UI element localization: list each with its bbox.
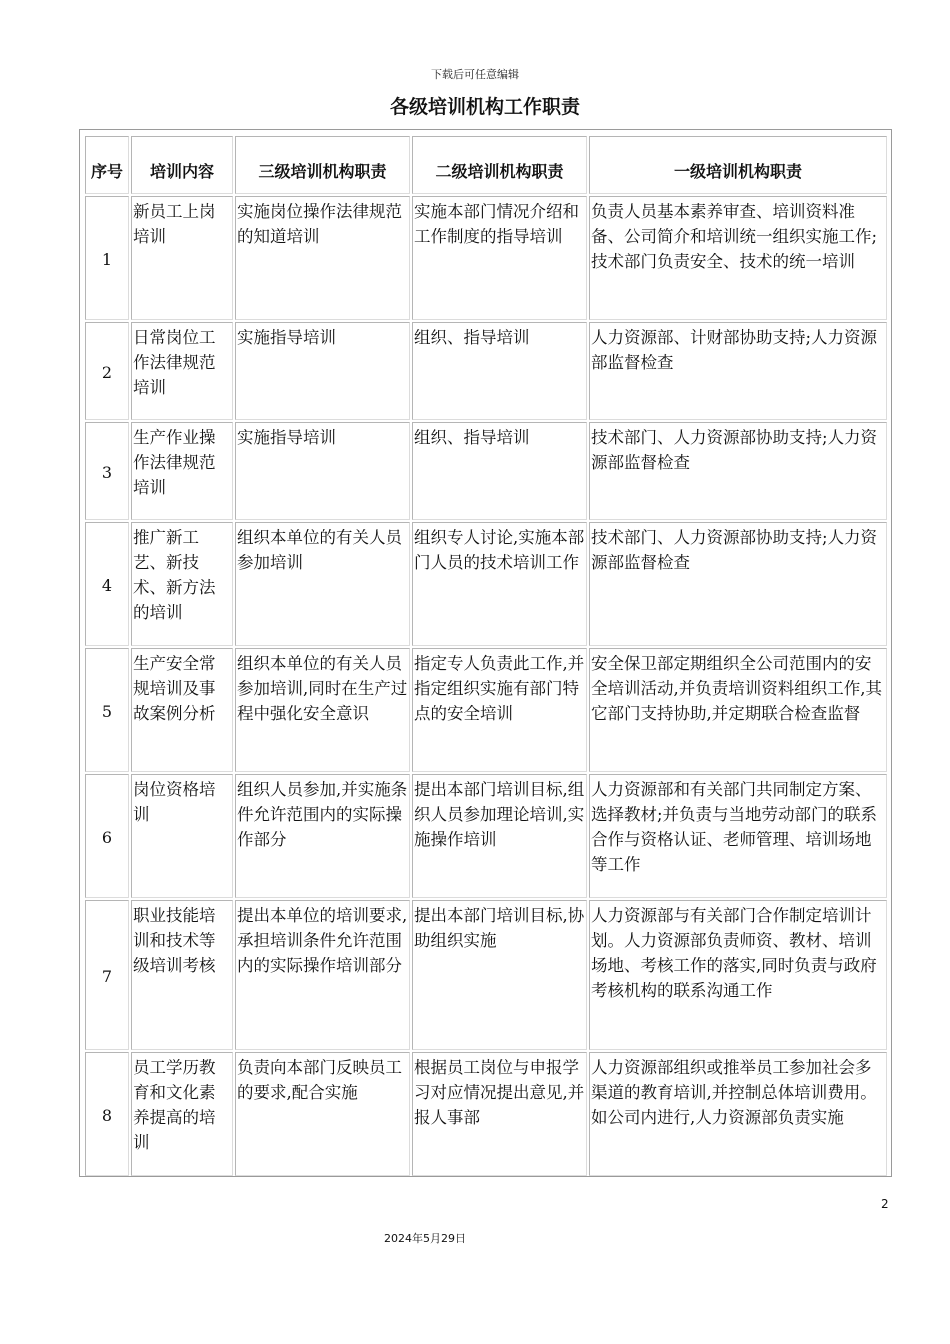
header-index: 序号 — [85, 136, 129, 194]
table-row — [85, 774, 887, 898]
level3-duty: 组织本单位的有关人员参加培训 — [235, 522, 410, 646]
training-content: 新员工上岗培训 — [131, 196, 233, 320]
header-note: 下载后可任意编辑 — [431, 68, 519, 81]
level2-duty: 实施本部门情况介绍和工作制度的指导培训 — [412, 196, 587, 320]
header-level1: 一级培训机构职责 — [589, 136, 887, 194]
level3-duty: 组织本单位的有关人员参加培训,同时在生产过程中强化安全意识 — [235, 648, 410, 772]
responsibility-table — [83, 134, 889, 1178]
level1-duty: 技术部门、人力资源部协助支持;人力资源部监督检查 — [589, 422, 887, 520]
row-index: 6 — [85, 774, 129, 898]
responsibility-table-frame — [79, 129, 892, 1177]
level2-duty: 提出本部门培训目标,协助组织实施 — [412, 900, 587, 1050]
level2-duty: 指定专人负责此工作,并指定组织实施有部门特点的安全培训 — [412, 648, 587, 772]
table-row — [85, 648, 887, 772]
level3-duty: 负责向本部门反映员工的要求,配合实施 — [235, 1052, 410, 1176]
row-index: 2 — [85, 322, 129, 420]
table-row — [85, 422, 887, 520]
row-index: 3 — [85, 422, 129, 520]
level1-duty: 负责人员基本素养审查、培训资料准备、公司简介和培训统一组织实施工作;技术部门负责安全、技术的统一培训 — [589, 196, 887, 320]
level1-duty: 人力资源部组织或推举员工参加社会多渠道的教育培训,并控制总体培训费用。如公司内进行,人力资源部负责实施 — [589, 1052, 887, 1176]
training-content: 推广新工艺、新技术、新方法的培训 — [131, 522, 233, 646]
level2-duty: 组织、指导培训 — [412, 322, 587, 420]
table-row — [85, 196, 887, 320]
row-index: 4 — [85, 522, 129, 646]
row-index: 8 — [85, 1052, 129, 1176]
training-content: 员工学历教育和文化素养提高的培训 — [131, 1052, 233, 1176]
level1-duty: 人力资源部与有关部门合作制定培训计划。人力资源部负责师资、教材、培训场地、考核工作的落实,同时负责与政府考核机构的联系沟通工作 — [589, 900, 887, 1050]
table-header-row — [85, 136, 887, 194]
level1-duty: 人力资源部和有关部门共同制定方案、选择教材;并负责与当地劳动部门的联系合作与资格认证、老师管理、培训场地等工作 — [589, 774, 887, 898]
level3-duty: 实施指导培训 — [235, 322, 410, 420]
training-content: 生产作业操作法律规范培训 — [131, 422, 233, 520]
training-content: 岗位资格培训 — [131, 774, 233, 898]
level3-duty: 提出本单位的培训要求,承担培训条件允许范围内的实际操作培训部分 — [235, 900, 410, 1050]
page-number: 2 — [881, 1197, 889, 1211]
training-content: 职业技能培训和技术等级培训考核 — [131, 900, 233, 1050]
level3-duty: 实施指导培训 — [235, 422, 410, 520]
level1-duty: 技术部门、人力资源部协助支持;人力资源部监督检查 — [589, 522, 887, 646]
level2-duty: 根据员工岗位与申报学习对应情况提出意见,并报人事部 — [412, 1052, 587, 1176]
level1-duty: 人力资源部、计财部协助支持;人力资源部监督检查 — [589, 322, 887, 420]
training-content: 日常岗位工作法律规范培训 — [131, 322, 233, 420]
level2-duty: 组织专人讨论,实施本部门人员的技术培训工作 — [412, 522, 587, 646]
row-index: 1 — [85, 196, 129, 320]
row-index: 7 — [85, 900, 129, 1050]
header-content: 培训内容 — [131, 136, 233, 194]
table-row — [85, 522, 887, 646]
level2-duty: 提出本部门培训目标,组织人员参加理论培训,实施操作培训 — [412, 774, 587, 898]
header-level2: 二级培训机构职责 — [412, 136, 587, 194]
table-row — [85, 322, 887, 420]
document-title: 各级培训机构工作职责 — [389, 96, 580, 118]
table-row — [85, 1052, 887, 1176]
row-index: 5 — [85, 648, 129, 772]
header-level3: 三级培训机构职责 — [235, 136, 410, 194]
level3-duty: 组织人员参加,并实施条件允许范围内的实际操作部分 — [235, 774, 410, 898]
footer-date: 2024年5月29日 — [384, 1232, 466, 1245]
training-content: 生产安全常规培训及事故案例分析 — [131, 648, 233, 772]
level3-duty: 实施岗位操作法律规范的知道培训 — [235, 196, 410, 320]
level1-duty: 安全保卫部定期组织全公司范围内的安全培训活动,并负责培训资料组织工作,其它部门支持协助,并定期联合检查监督 — [589, 648, 887, 772]
table-row — [85, 900, 887, 1050]
level2-duty: 组织、指导培训 — [412, 422, 587, 520]
